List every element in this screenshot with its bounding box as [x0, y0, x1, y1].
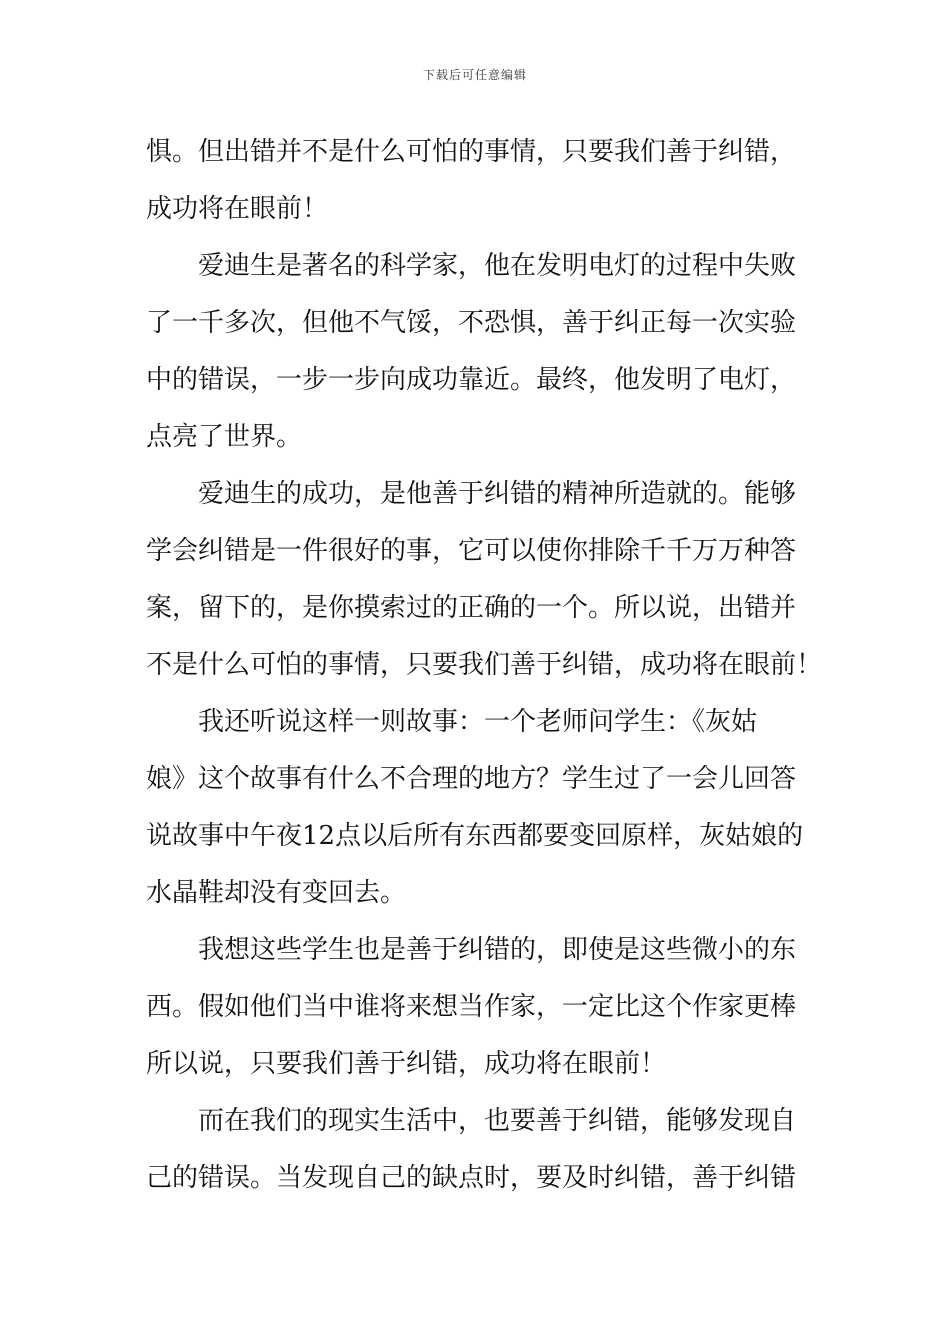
- page-header: 下载后可任意编辑: [422, 68, 527, 82]
- text-line: 娘》这个故事有什么不合理的地方？学生过了一会儿回答: [146, 764, 797, 794]
- text-line: 爱迪生的成功，是他善于纠错的精神所造就的。能够: [146, 479, 797, 509]
- text-line: 西。假如他们当中谁将来想当作家，一定比这个作家更棒: [146, 992, 797, 1022]
- text-line: 点亮了世界。: [146, 422, 303, 452]
- body-text: [146, 124, 823, 1207]
- text-line: 惧。但出错并不是什么可怕的事情，只要我们善于纠错，: [146, 137, 797, 167]
- text-line: 我还听说这样一则故事：一个老师问学生：《灰姑: [146, 707, 758, 737]
- text-line: 成功将在眼前！: [146, 194, 329, 224]
- text-line: 水晶鞋却没有变回去。: [146, 878, 407, 908]
- text-line: 己的错误。当发现自己的缺点时，要及时纠错，善于纠错: [146, 1163, 797, 1193]
- text-line: 说故事中午夜12点以后所有东西都要变回原样，灰姑娘的: [146, 821, 804, 851]
- text-line: 而在我们的现实生活中，也要善于纠错，能够发现自: [146, 1106, 797, 1136]
- text-line: 我想这些学生也是善于纠错的，即使是这些微小的东: [146, 935, 797, 965]
- text-line: 所以说，只要我们善于纠错，成功将在眼前！: [146, 1049, 667, 1079]
- text-line: 学会纠错是一件很好的事，它可以使你排除千千万万种答: [146, 536, 797, 566]
- text-line: 不是什么可怕的事情，只要我们善于纠错，成功将在眼前！: [146, 650, 823, 680]
- text-line: 了一千多次，但他不气馁，不恐惧，善于纠正每一次实验: [146, 308, 797, 338]
- text-line: 爱迪生是著名的科学家，他在发明电灯的过程中失败: [146, 251, 797, 281]
- text-line: 案，留下的，是你摸索过的正确的一个。所以说，出错并: [146, 593, 797, 623]
- text-line: 中的错误，一步一步向成功靠近。最终，他发明了电灯，: [146, 365, 797, 395]
